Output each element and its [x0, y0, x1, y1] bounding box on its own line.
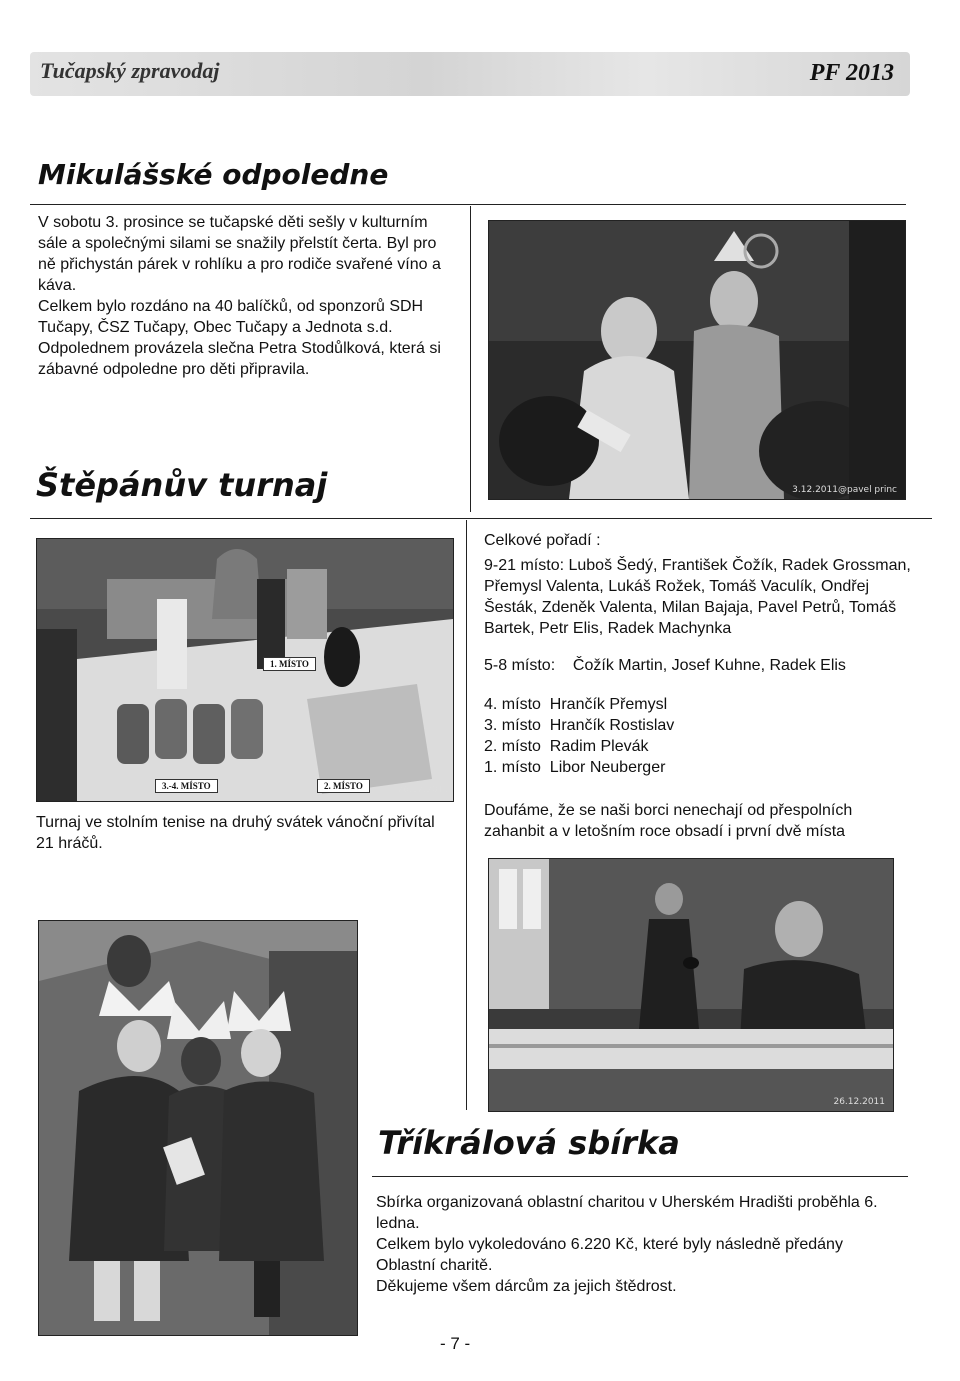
trikral-paragraph: Sbírka organizovaná oblastní charitou v Uherském Hradišti proběhla 6. ledna. [376, 1194, 878, 1232]
turnaj-closing: Doufáme, že se naši borci nenechají od přespolních zahanbit a v letošním roce obsadí i první dvě místa [484, 802, 853, 840]
top-places [484, 694, 914, 778]
divider [30, 518, 932, 519]
results-heading: Celkové pořadí : [484, 532, 601, 549]
divider [30, 204, 906, 205]
places-5-8-label: 5-8 místo: [484, 657, 556, 674]
list-item [484, 757, 914, 778]
place-number: 2. místo [484, 738, 541, 755]
place-number: 3. místo [484, 717, 541, 734]
photo-timestamp: 3.12.2011@pavel princ [792, 485, 897, 495]
section-title-turnaj: Štěpánův turnaj [36, 466, 328, 504]
edition-label: PF 2013 [809, 60, 894, 86]
column-divider [466, 520, 467, 1110]
newsletter-title: Tučapský zpravodaj [40, 58, 220, 83]
places-9-21-names: Luboš Šedý, František Čožík, Radek Grossman, Přemysl Valenta, Lukáš Rožek, Tomáš Vaculík, Ondřej Šesták, Zdeněk Valenta, Milan Bajaja, Pavel Petrů, Tomáš Bartek, Petr Elis, Radek Machynka [484, 557, 911, 637]
place-number: 1. místo [484, 759, 541, 776]
player-name: Libor Neuberger [549, 759, 666, 776]
mikulas-paragraph: Celkem bylo rozdáno na 40 balíčků, od sponzorů SDH Tučapy, ČSZ Tučapy, Obec Tučapy a Jednota s.d. [38, 298, 424, 336]
photo-three-kings [38, 920, 358, 1336]
section-title-trikral: Tříkrálová sbírka [378, 1124, 680, 1162]
prize-label: 1. MÍSTO [263, 657, 316, 671]
places-5-8-names: Čožík Martin, Josef Kuhne, Radek Elis [572, 657, 846, 674]
section-title-mikulas: Mikulášské odpoledne [38, 158, 389, 191]
places-9-21-label: 9-21 místo: [484, 557, 565, 574]
trikral-paragraph: Celkem bylo vykoledováno 6.220 Kč, které byly následně předány Oblastní charitě. [376, 1236, 843, 1274]
divider [372, 1176, 908, 1177]
page-number: - 7 - [440, 1334, 471, 1353]
player-name: Radim Plevák [549, 738, 649, 755]
prize-label: 3.-4. MÍSTO [155, 779, 218, 793]
photo-timestamp: 26.12.2011 [397, 785, 449, 795]
photo-table-tennis [488, 858, 894, 1112]
list-item [484, 715, 914, 736]
places-5-8 [484, 655, 914, 676]
trikral-paragraph: Děkujeme všem dárcům za jejich štědrost. [376, 1278, 677, 1295]
mikulas-paragraph: Odpolednem provázela slečna Petra Stodůlková, která si zábavné odpoledne pro děti připravila. [38, 340, 441, 378]
mikulas-paragraph: V sobotu 3. prosince se tučapské děti sešly v kulturním sále a společnými silami se snažily přelstít čerta. Byl pro ně přichystán párek v rohlíku a pro rodiče svařené víno a káva. [38, 214, 441, 294]
photo-prizes [36, 538, 454, 802]
turnaj-caption: Turnaj ve stolním tenise na druhý svátek vánoční přivítal 21 hráčů. [36, 814, 435, 852]
list-item [484, 736, 914, 757]
player-name: Hrančík Přemysl [549, 696, 668, 713]
trikral-text [376, 1192, 902, 1297]
column-divider [470, 206, 471, 512]
results [484, 530, 914, 676]
photo-timestamp: 26.12.2011 [833, 1097, 885, 1107]
list-item [484, 694, 914, 715]
place-number: 4. místo [484, 696, 541, 713]
prize-label: 2. MÍSTO [317, 779, 370, 793]
places-9-21 [484, 555, 914, 639]
mikulas-text [38, 212, 458, 380]
photo-mikulas [488, 220, 906, 500]
player-name: Hrančík Rostislav [549, 717, 675, 734]
